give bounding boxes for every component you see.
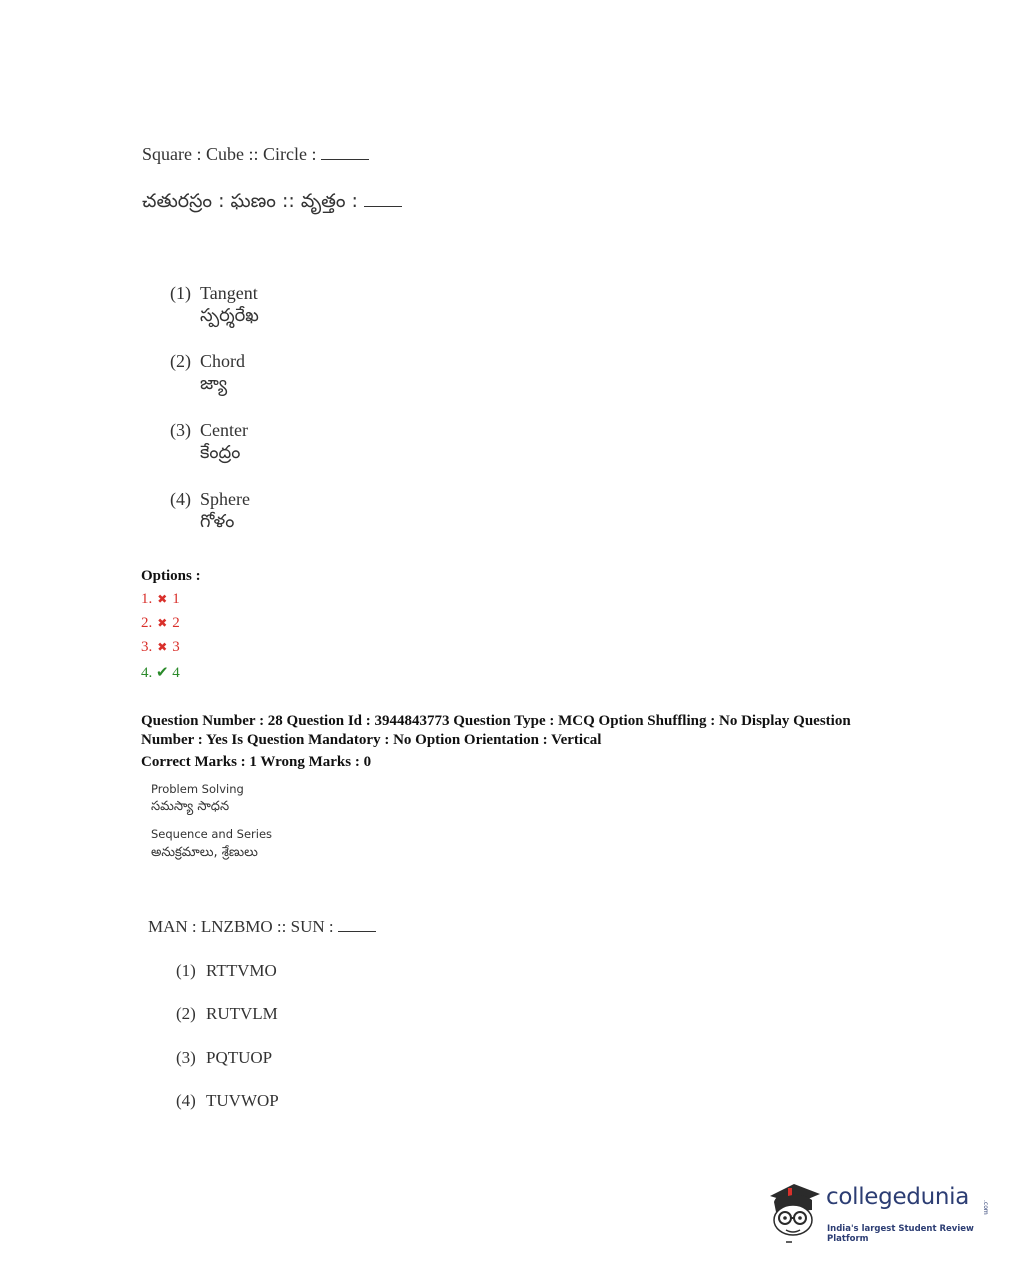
question-meta-line-1: Question Number : 28 Question Id : 3944843773 Question Type : MCQ Option Shuffling : No Display Question [141, 713, 851, 729]
question-2-option-1: (1) RTTVMO [176, 961, 277, 980]
question-2-option-4: (4) TUVWOP [176, 1091, 279, 1110]
logo-wordmark: collegedunia [826, 1184, 970, 1210]
question-2-option-3: (3) PQTUOP [176, 1048, 273, 1067]
subtopic-te: అనుక్రమాలు, శ్రేణులు [151, 845, 258, 860]
answer-option-4-correct: 4. ✔ 4 [141, 665, 180, 681]
question-1-text-en: Square : Cube :: Circle : [142, 144, 369, 165]
question-1-option-2: (2) Chord జ్యా [170, 351, 245, 394]
topic-en: Problem Solving [151, 782, 244, 796]
question-meta-line-2: Number : Yes Is Question Mandatory : No Option Orientation : Vertical [141, 732, 602, 748]
answer-blank [338, 930, 376, 932]
question-1-option-3: (3) Center కేంద్రం [170, 420, 248, 463]
logo-tagline: India's largest Student Review Platform [827, 1224, 974, 1244]
collegedunia-logo[interactable] [766, 1180, 996, 1250]
cross-icon: ✖ [157, 640, 168, 654]
subtopic-en: Sequence and Series [151, 827, 273, 841]
answer-option-2: 2. ✖ 2 [141, 615, 180, 631]
question-1-option-4: (4) Sphere గోళం [170, 489, 250, 532]
question-1-option-1: (1) Tangent స్పర్శరేఖ [170, 283, 259, 326]
answer-blank [364, 205, 402, 207]
graduate-mascot-icon [766, 1180, 824, 1248]
topic-te: సమస్యా సాధన [151, 799, 230, 814]
checkmark-icon: ✔ [155, 665, 169, 681]
question-2-option-2: (2) RUTVLM [176, 1004, 278, 1023]
cross-icon: ✖ [157, 592, 168, 606]
question-marks: Correct Marks : 1 Wrong Marks : 0 [141, 754, 372, 770]
question-2-text: MAN : LNZBMO :: SUN : [148, 917, 376, 937]
options-title: Options : [141, 568, 201, 584]
answer-option-1: 1. ✖ 1 [141, 591, 180, 607]
question-1-text-te: చతురస్రం : ఘణం :: వృత్తం : [142, 190, 402, 217]
answer-option-3: 3. ✖ 3 [141, 639, 180, 655]
cross-icon: ✖ [157, 616, 168, 630]
logo-domain-suffix: .com [982, 1200, 989, 1215]
answer-blank [321, 158, 369, 160]
